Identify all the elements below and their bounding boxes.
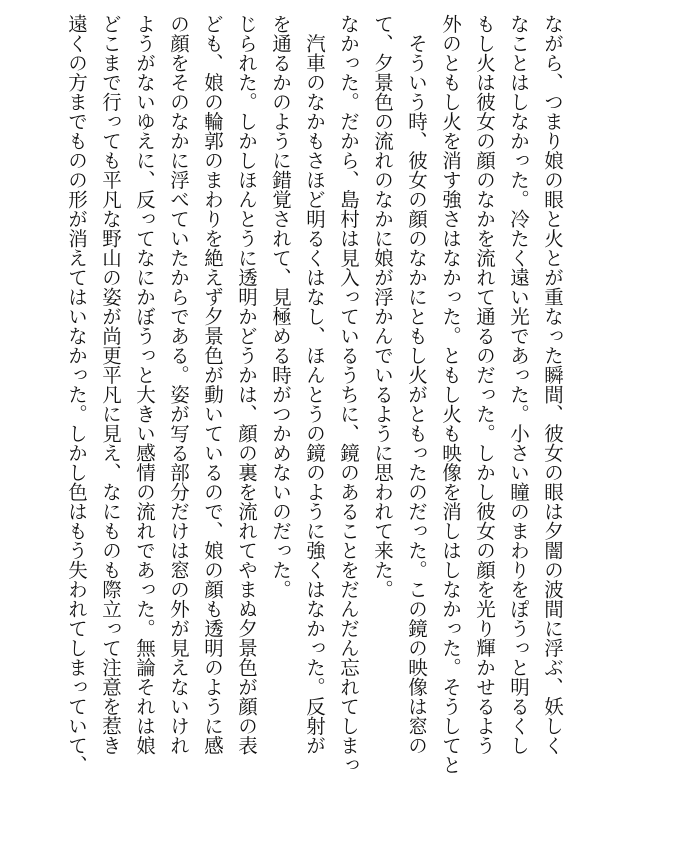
text-column-4: の顔をそのなかに浮べていたからである。姿が写る部分だけは窓の外が見えないけれ xyxy=(167,14,190,755)
text-column-11: そういう時、彼女の顔のなかにともし火がともったのだった。この鏡の映像は窓の xyxy=(405,14,428,755)
text-column-1: 遠くの方までものの形が消えてはいなかった。しかし色はもう失われてしまっていて、 xyxy=(65,14,88,774)
text-column-13: もし火は彼女の顔のなかを流れて通るのだった。しかし彼女の顔を光り輝かせるよう xyxy=(473,14,496,755)
text-column-6: じられた。しかしほんとうに透明かどうかは、顔の裏を流れてやまぬ夕景色が顔の表 xyxy=(235,14,258,755)
text-column-7: を通るかのように錯覚されて、見極める時がつかめないのだった。 xyxy=(269,14,292,599)
text-column-10: て、夕景色の流れのなかに娘が浮かんでいるように思われて来た。 xyxy=(371,14,394,599)
text-column-12: 外のともし火を消す強さはなかった。ともし火も映像を消しはしなかった。そうしてと xyxy=(439,14,462,774)
text-column-2: どこまで行っても平凡な野山の姿が尚更平凡に見え、なにものも際立って注意を惹き xyxy=(99,14,122,755)
text-column-5: ども、娘の輪郭のまわりを絶えず夕景色が動いているので、娘の顔も透明のように感 xyxy=(201,14,224,755)
text-column-3: ようがないゆえに、反ってなにかぼうっと大きい感情の流れであった。無論それは娘 xyxy=(133,14,156,755)
text-column-15: ながら、つまり娘の眼と火とが重なった瞬間、彼女の眼は夕闇の波間に浮ぶ、妖しく xyxy=(541,14,564,755)
text-column-14: なことはしなかった。冷たく遠い光であった。小さい瞳のまわりをぽうっと明るくし xyxy=(507,14,530,755)
text-column-8: 汽車のなかもさほど明るくはなし、ほんとうの鏡のように強くはなかった。反射が xyxy=(303,14,326,755)
text-column-9: なかった。だから、島村は見入っているうちに、鏡のあることをだんだん忘れてしまっ xyxy=(337,14,360,774)
